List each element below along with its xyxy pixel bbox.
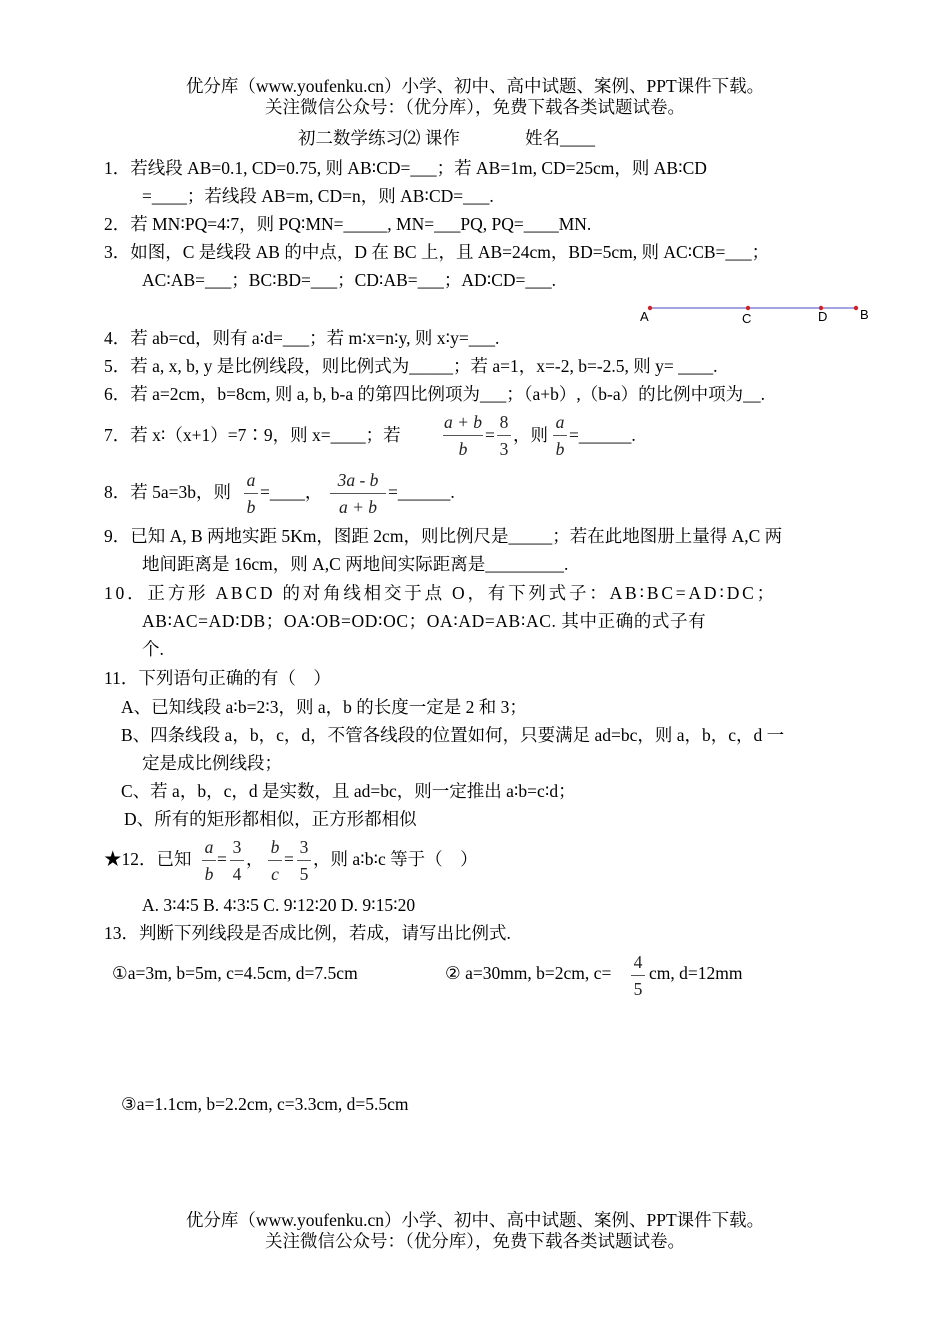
label-d: D <box>818 309 828 324</box>
question-12-text: ★12．已知 <box>104 849 192 869</box>
fraction-7b-numerator: 8 <box>499 412 509 432</box>
name-field-label: 姓名____ <box>525 128 595 148</box>
equals-sign: = <box>485 425 495 445</box>
fraction-12b-numerator: 3 <box>232 837 242 857</box>
fraction-8a-numerator: a <box>246 470 256 490</box>
question-13: 13．判断下列线段是否成比例，若成，请写出比例式. <box>104 923 511 943</box>
fraction-7c <box>553 414 567 460</box>
question-12-options: A. 3∶4∶5 B. 4∶3∶5 C. 9∶12∶20 D. 9∶15∶20 <box>142 895 416 915</box>
question-13-part-1: ①a=3m, b=5m, c=4.5cm, d=7.5cm <box>112 963 358 983</box>
question-1-line-2: =____；若线段 AB=m, CD=n，则 AB∶CD=___. <box>142 186 494 206</box>
fraction-12a <box>202 839 216 885</box>
fraction-12d-denominator: 5 <box>299 864 309 884</box>
question-5: 5．若 a, x, b, y 是比例线段，则比例式为_____；若 a=1，x=-2, b=-2.5, 则 y= ____. <box>104 356 718 376</box>
fraction-12b <box>230 839 244 885</box>
fraction-12d <box>297 839 311 885</box>
question-11-option-b-line-1: B、四条线段 a，b，c，d，不管各线段的位置如何，只要满足 ad=bc，则 a，b，c，d 一 <box>121 725 785 745</box>
fraction-bar <box>443 435 483 436</box>
fraction-13-denominator: 5 <box>633 979 643 999</box>
label-b: B <box>860 307 869 322</box>
question-7-text: 7．若 x∶（x+1）=7∶9，则 x=____；若 <box>104 425 401 445</box>
fraction-bar <box>268 860 282 861</box>
fraction-13-numerator: 4 <box>633 952 643 972</box>
fraction-bar <box>631 975 645 976</box>
comma: ， <box>246 849 264 869</box>
worksheet-title: 初二数学练习⑵ 课作 <box>298 128 460 148</box>
question-3-line-1: 3．如图，C 是线段 AB 的中点，D 在 BC 上，且 AB=24cm，BD=5cm, 则 AC∶CB=___； <box>104 242 770 262</box>
question-8-blank-1: =____， <box>260 482 323 502</box>
fraction-12c-denominator: c <box>271 864 279 884</box>
fraction-8b-numerator: 3a - b <box>337 470 379 490</box>
footer-line-2: 关注微信公众号：（优分库），免费下载各类试题试卷。 <box>265 1231 685 1251</box>
fraction-7a-denominator: b <box>458 439 468 459</box>
fraction-12a-denominator: b <box>204 864 214 884</box>
question-7-blank: =______. <box>569 425 636 445</box>
question-8-text: 8．若 5a=3b，则 <box>104 482 232 502</box>
fraction-bar <box>497 435 511 436</box>
fraction-8b-denominator: a + b <box>338 497 378 517</box>
question-4: 4．若 ab=cd，则有 a∶d=___；若 m∶x=n∶y, 则 x∶y=___. <box>104 328 500 348</box>
question-8-blank-2: =______. <box>388 482 455 502</box>
fraction-bar <box>553 435 567 436</box>
question-11-option-c: C、若 a，b，c，d 是实数，且 ad=bc，则一定推出 a∶b=c∶d； <box>121 781 576 801</box>
question-11-option-b-line-2: 定是成比例线段； <box>142 753 282 773</box>
fraction-12b-denominator: 4 <box>232 864 242 884</box>
fraction-8a-denominator: b <box>246 497 256 517</box>
question-11-option-d: D、所有的矩形都相似，正方形都相似 <box>124 809 417 829</box>
question-11-option-a: A、已知线段 a∶b=2∶3，则 a，b 的长度一定是 2 和 3； <box>121 697 527 717</box>
fraction-8a <box>244 472 258 518</box>
footer-line-1: 优分库（www.youfenku.cn）小学、初中、高中试题、案例、PPT课件下载。 <box>185 1210 765 1230</box>
question-9-line-1: 9．已知 A, B 两地实距 5Km，图距 2cm，则比例尺是_____；若在此地图册上量得 A,C 两 <box>104 526 783 546</box>
fraction-12c <box>268 839 282 885</box>
header-line-1: 优分库（www.youfenku.cn）小学、初中、高中试题、案例、PPT课件下载。 <box>185 76 765 96</box>
label-a: A <box>640 309 649 324</box>
question-13-part-3: ③a=1.1cm, b=2.2cm, c=3.3cm, d=5.5cm <box>121 1094 409 1114</box>
question-10-line-1: 10．正方形 ABCD 的对角线相交于点 O，有下列式子：AB∶BC=AD∶DC； <box>104 583 777 603</box>
fraction-12d-numerator: 3 <box>299 837 309 857</box>
fraction-7a-numerator: a + b <box>443 412 483 432</box>
question-10-line-2: AB∶AC=AD∶DB；OA∶OB=OD∶OC；OA∶AD=AB∶AC. 其中正确的式子有 <box>142 611 707 631</box>
label-c: C <box>742 311 752 326</box>
question-6: 6．若 a=2cm，b=8cm, 则 a, b, b-a 的第四比例项为___；（a+b）,（b-a）的比例中项为__. <box>104 384 765 404</box>
question-9-line-2: 地间距离是 16cm，则 A,C 两地间实际距离是_________. <box>142 554 569 574</box>
question-13-part-2-text: ② a=30mm, b=2cm, c= <box>445 963 612 983</box>
question-13-part-2-rest: cm, d=12mm <box>649 963 743 983</box>
fraction-13 <box>631 954 645 1000</box>
fraction-7a <box>443 414 483 460</box>
fraction-bar <box>330 493 386 494</box>
question-11: 11．下列语句正确的有（ ） <box>104 668 331 688</box>
segment-figure <box>640 298 880 328</box>
point-c <box>746 306 750 310</box>
question-1-line-1: 1．若线段 AB=0.1, CD=0.75, 则 AB∶CD=___；若 AB=1m, CD=25cm，则 AB∶CD <box>104 158 707 178</box>
fraction-8b <box>330 472 386 518</box>
fraction-12c-numerator: b <box>270 837 280 857</box>
question-2: 2．若 MN∶PQ=4∶7，则 PQ∶MN=_____, MN=___PQ, PQ=____MN. <box>104 214 592 234</box>
fraction-7b <box>497 414 511 460</box>
then-text: ，则 <box>513 425 548 445</box>
header-line-2: 关注微信公众号：（优分库），免费下载各类试题试卷。 <box>265 97 685 117</box>
fraction-12a-numerator: a <box>204 837 214 857</box>
fraction-7c-numerator: a <box>555 412 565 432</box>
question-10-line-3: 个. <box>142 639 164 659</box>
fraction-bar <box>230 860 244 861</box>
equals-sign: = <box>217 849 227 869</box>
fraction-7c-denominator: b <box>555 439 565 459</box>
fraction-bar <box>297 860 311 861</box>
segment-diagram <box>640 298 880 328</box>
fraction-bar <box>202 860 216 861</box>
question-12-ask: ，则 a∶b∶c 等于（ ） <box>313 849 478 869</box>
point-b <box>854 306 858 310</box>
question-3-line-2: AC∶AB=___；BC∶BD=___；CD∶AB=___；AD∶CD=___. <box>142 270 557 290</box>
fraction-bar <box>244 493 258 494</box>
equals-sign: = <box>284 849 294 869</box>
fraction-7b-denominator: 3 <box>499 439 509 459</box>
